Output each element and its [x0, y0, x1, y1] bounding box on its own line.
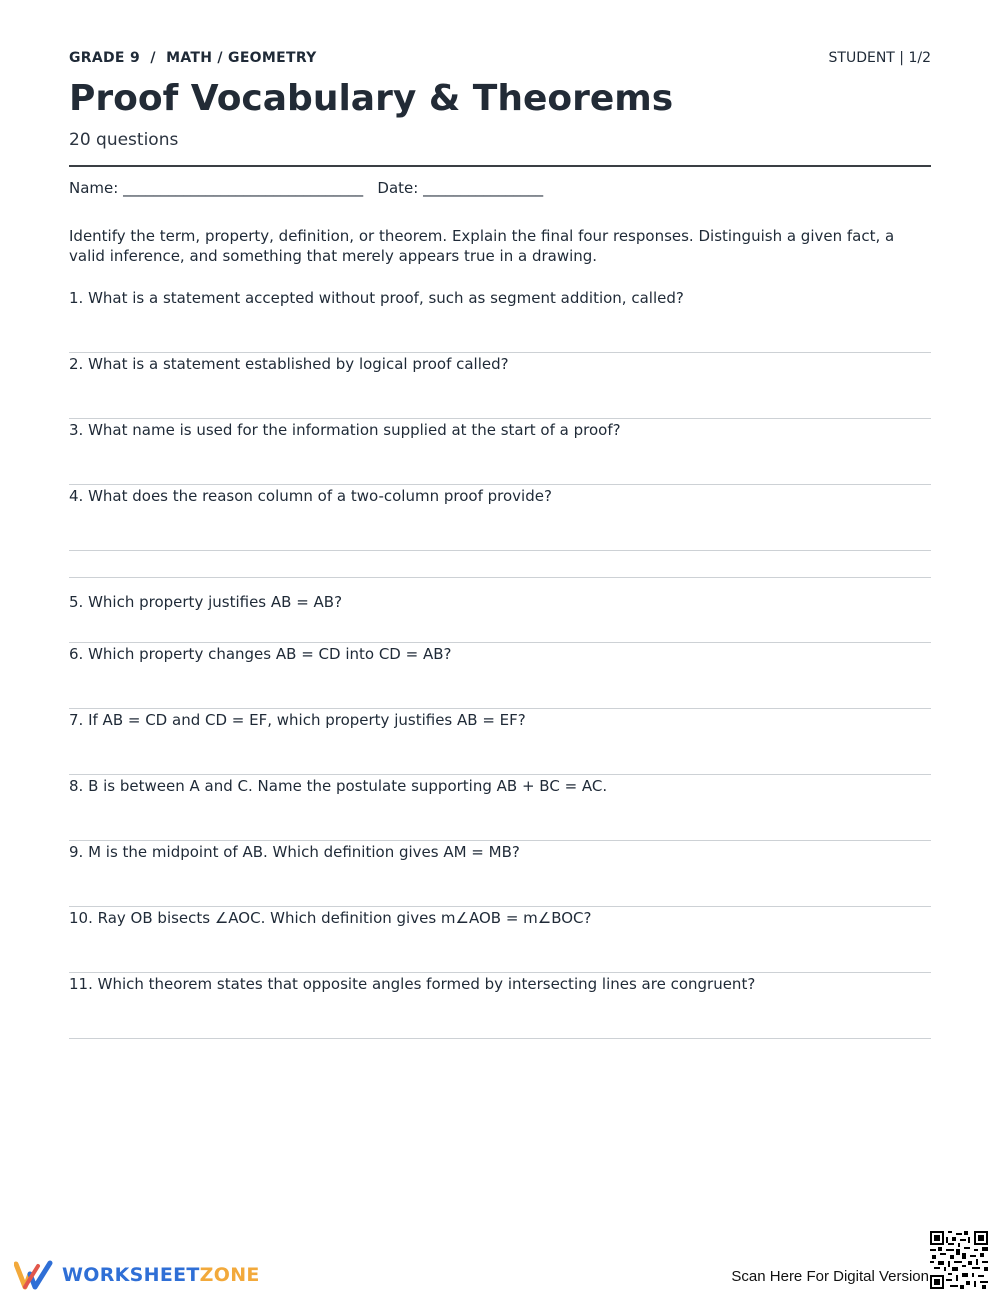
question-text: 8. B is between A and C. Name the postulate supporting AB + BC = AC.: [69, 777, 608, 795]
breadcrumb: GRADE 9 / MATH / GEOMETRY: [69, 50, 317, 66]
question-text: 6. Which property changes AB = CD into CD = AB?: [69, 645, 452, 663]
page-indicator: STUDENT | 1/2: [828, 50, 931, 66]
page-title: Proof Vocabulary & Theorems: [69, 78, 674, 119]
question-text: 7. If AB = CD and CD = EF, which property justifies AB = EF?: [69, 711, 526, 729]
scan-caption: Scan Here For Digital Version: [731, 1268, 929, 1285]
worksheetzone-logo[interactable]: [14, 1258, 260, 1292]
header-divider: [69, 165, 931, 167]
qr-code-icon[interactable]: [930, 1231, 988, 1289]
question-text: 11. Which theorem states that opposite angles formed by intersecting lines are congruent?: [69, 975, 756, 993]
question-item[interactable]: [69, 709, 931, 775]
name-field[interactable]: Name: ________________________________: [69, 179, 364, 197]
question-text: 2. What is a statement established by logical proof called?: [69, 355, 509, 373]
date-field[interactable]: Date: ________________: [377, 179, 544, 197]
question-list: [69, 287, 931, 1039]
question-text: 3. What name is used for the information supplied at the start of a proof?: [69, 421, 621, 439]
question-text: 9. M is the midpoint of AB. Which definition gives AM = MB?: [69, 843, 520, 861]
student-fields: [69, 179, 543, 197]
question-item[interactable]: [69, 973, 931, 1039]
question-item[interactable]: [69, 353, 931, 419]
header-bar: [69, 50, 931, 70]
question-item[interactable]: [69, 485, 931, 551]
question-item[interactable]: [69, 577, 931, 643]
logo-wordmark: WORKSHEETZONE: [62, 1264, 260, 1286]
question-item[interactable]: [69, 419, 931, 485]
question-text: 1. What is a statement accepted without proof, such as segment addition, called?: [69, 289, 684, 307]
question-item[interactable]: [69, 643, 931, 709]
question-item[interactable]: [69, 287, 931, 353]
question-text: 5. Which property justifies AB = AB?: [69, 593, 343, 611]
instructions: Identify the term, property, definition, or theorem. Explain the final four responses. Distinguish a given fact, a valid inference, and something that merely appears true in a drawing.: [69, 227, 895, 265]
question-item[interactable]: [69, 841, 931, 907]
worksheetzone-logo-icon: [14, 1260, 54, 1290]
question-item[interactable]: [69, 775, 931, 841]
question-item[interactable]: [69, 907, 931, 973]
question-text: 4. What does the reason column of a two-column proof provide?: [69, 487, 552, 505]
question-count: 20 questions: [69, 130, 179, 150]
question-text: 10. Ray OB bisects ∠AOC. Which definition gives m∠AOB = m∠BOC?: [69, 909, 592, 927]
